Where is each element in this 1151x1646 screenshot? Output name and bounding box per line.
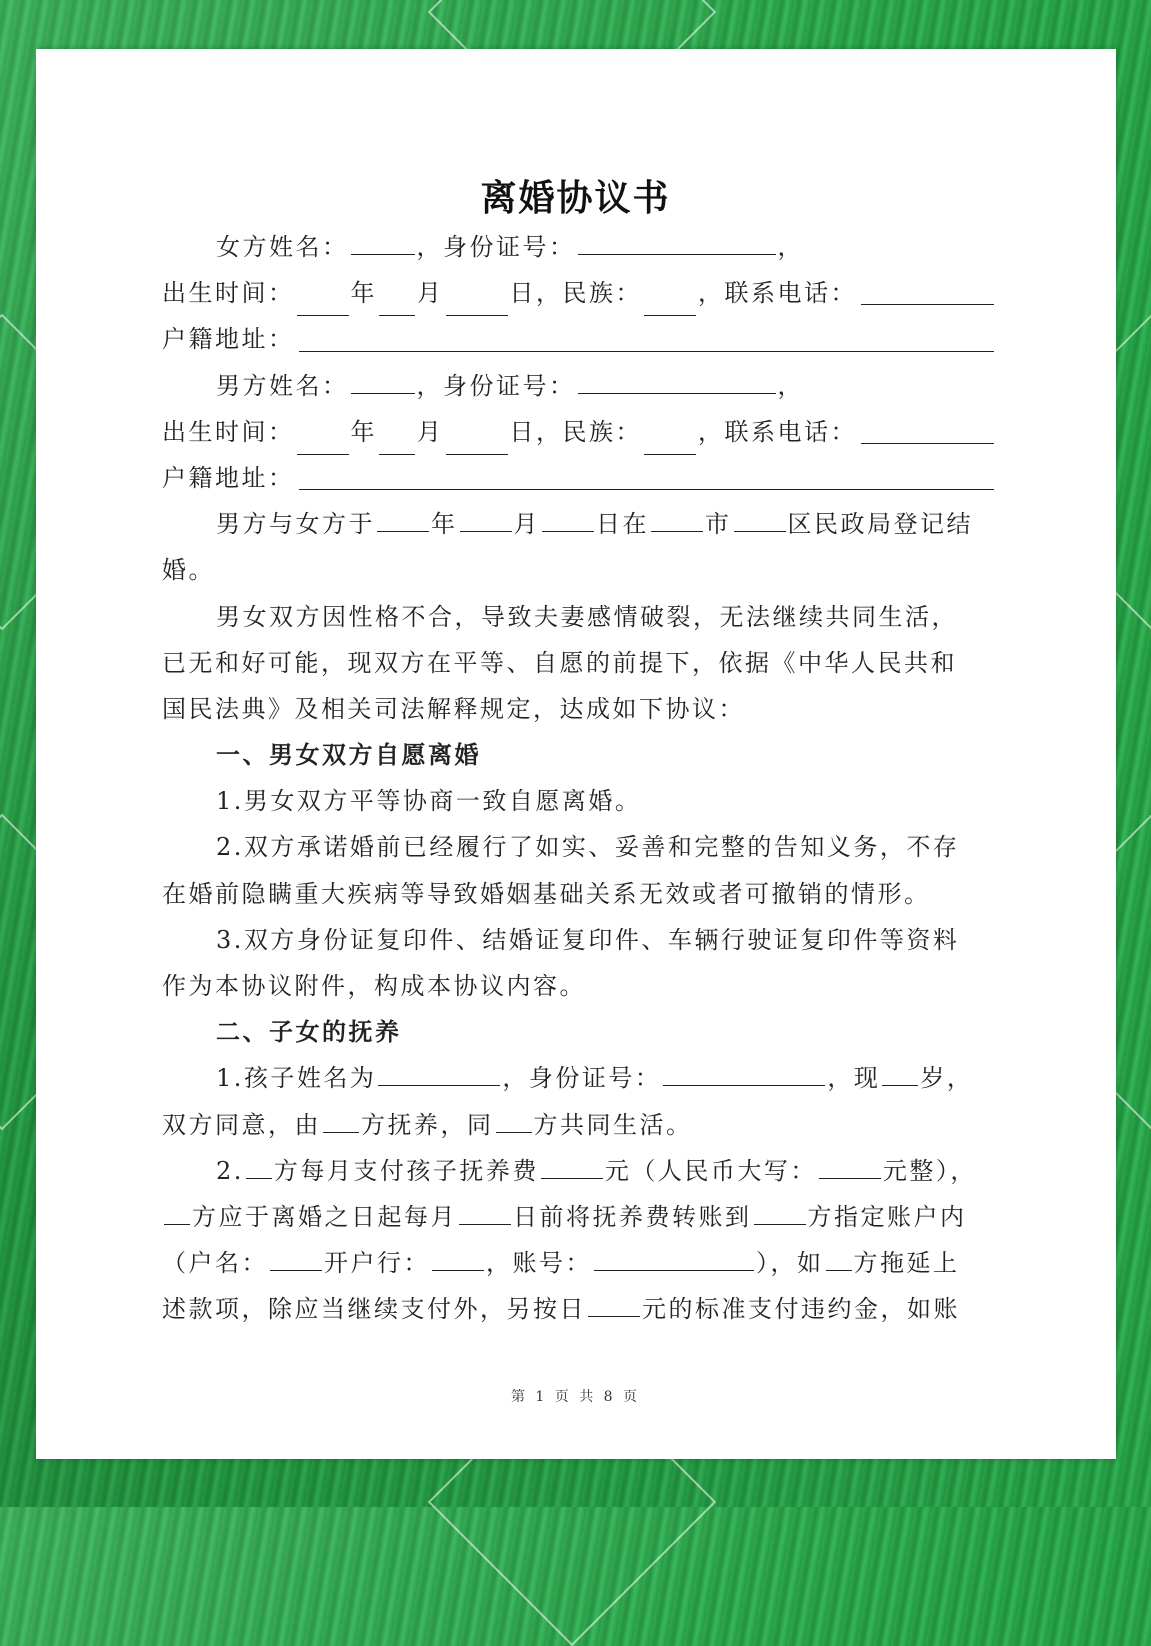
support-amount-blank[interactable] [541, 1160, 603, 1179]
section-2-item-2-line-4: 述款项，除应当继续支付外，另按日 元的标准支付违约金，如账 [162, 1295, 960, 1324]
female-birth-year-blank[interactable] [297, 297, 349, 316]
intro-line-1: 男女双方因性格不合，导致夫妻感情破裂，无法继续共同生活， [216, 602, 958, 631]
bank-blank[interactable] [432, 1252, 484, 1271]
intro-line-2: 已无和好可能，现双方在平等、自愿的前提下，依据《中华人民共和 [162, 648, 957, 677]
marriage-district-blank[interactable] [734, 513, 786, 532]
section-1-item-3-line-2: 作为本协议附件，构成本协议内容。 [162, 972, 586, 1000]
male-birth-line: 出生时间： 年 月 日， 民族： ，联系电话： [162, 409, 994, 455]
section-2-item-2-line-1: 2. 方每月支付孩子抚养费 元（人民币大写： 元整）， [216, 1156, 977, 1185]
section-1-item-2-line-2: 在婚前隐瞒重大疾病等导致婚姻基础关系无效或者可撤销的情形。 [162, 879, 931, 908]
female-ethnic-blank[interactable] [644, 297, 696, 316]
page-footer: 第 1 页 共 8 页 [510, 1389, 641, 1405]
marriage-line-2: 婚。 [162, 556, 215, 585]
section-2-item-1-line-2: 双方同意，由 方抚养，同 方共同生活。 [162, 1110, 693, 1139]
male-phone-blank[interactable] [861, 443, 994, 444]
female-birth-month-blank[interactable] [379, 297, 415, 316]
section-2-item-2-line-2: 方应于离婚之日起每月 日前将抚养费转账到 方指定账户内 [162, 1194, 994, 1240]
female-phone-blank[interactable] [861, 304, 994, 305]
marriage-line: 男方与女方于 年 月 日在 市 区民政局登记结 [216, 510, 973, 539]
section-1-item-2-line-1: 2.双方承诺婚前已经履行了如实、妥善和完整的告知义务，不存 [216, 833, 960, 862]
male-ethnic-blank[interactable] [644, 436, 696, 455]
intro-line-3: 国民法典》及相关司法解释规定，达成如下协议： [162, 694, 745, 723]
account-number-blank[interactable] [594, 1252, 754, 1271]
marriage-month-blank[interactable] [460, 513, 512, 532]
delay-party-blank[interactable] [826, 1252, 852, 1271]
payer-party-blank[interactable] [246, 1160, 272, 1179]
section-2-item-2-line-3: （户名： 开户行： ，账号： ），如 方拖延上 [162, 1249, 960, 1278]
account-name-blank[interactable] [270, 1252, 322, 1271]
child-id-blank[interactable] [663, 1067, 825, 1086]
document-body [162, 224, 994, 1333]
female-name-blank[interactable] [351, 236, 415, 255]
male-birth-month-blank[interactable] [379, 436, 415, 455]
section-2-item-1-line-1: 1.孩子姓名为 ，身份证号： ，现 岁， [216, 1064, 974, 1093]
male-name-line: 男方姓名： ，身份证号： ， [216, 371, 804, 400]
section-1-item-3-line-1: 3.双方身份证复印件、结婚证复印件、车辆行驶证复印件等资料 [216, 925, 960, 954]
payer-party-blank-2[interactable] [164, 1206, 190, 1225]
marriage-year-blank[interactable] [377, 513, 429, 532]
male-name-blank[interactable] [351, 375, 415, 394]
female-name-line: 女方姓名： ，身份证号： ， [216, 233, 804, 261]
cohabit-party-blank[interactable] [496, 1114, 532, 1133]
child-age-blank[interactable] [882, 1067, 918, 1086]
male-birth-day-blank[interactable] [446, 436, 508, 455]
female-birth-day-blank[interactable] [446, 297, 508, 316]
custody-party-blank[interactable] [323, 1114, 359, 1133]
child-name-blank[interactable] [378, 1067, 500, 1086]
male-address-line: 户籍地址： [162, 455, 994, 501]
receiver-party-blank[interactable] [754, 1206, 806, 1225]
section-1-item-1: 1.男女双方平等协商一致自愿离婚。 [216, 787, 642, 816]
section-1-heading: 一、男女双方自愿离婚 [216, 740, 481, 770]
male-id-blank[interactable] [578, 375, 776, 394]
male-address-blank[interactable] [299, 489, 995, 490]
male-birth-year-blank[interactable] [297, 436, 349, 455]
pay-day-blank[interactable] [459, 1206, 511, 1225]
section-2-heading: 二、子女的抚养 [216, 1017, 402, 1047]
female-birth-line: 出生时间： 年 月 日， 民族： ，联系电话： [162, 270, 994, 316]
female-id-blank[interactable] [578, 236, 776, 255]
support-amount-capital-blank[interactable] [819, 1160, 881, 1179]
marriage-day-blank[interactable] [542, 513, 594, 532]
female-address-line: 户籍地址： [162, 316, 994, 362]
document-title: 离婚协议书 [480, 177, 671, 219]
female-address-blank[interactable] [299, 351, 995, 352]
penalty-amount-blank[interactable] [588, 1298, 640, 1317]
marriage-city-blank[interactable] [651, 513, 703, 532]
